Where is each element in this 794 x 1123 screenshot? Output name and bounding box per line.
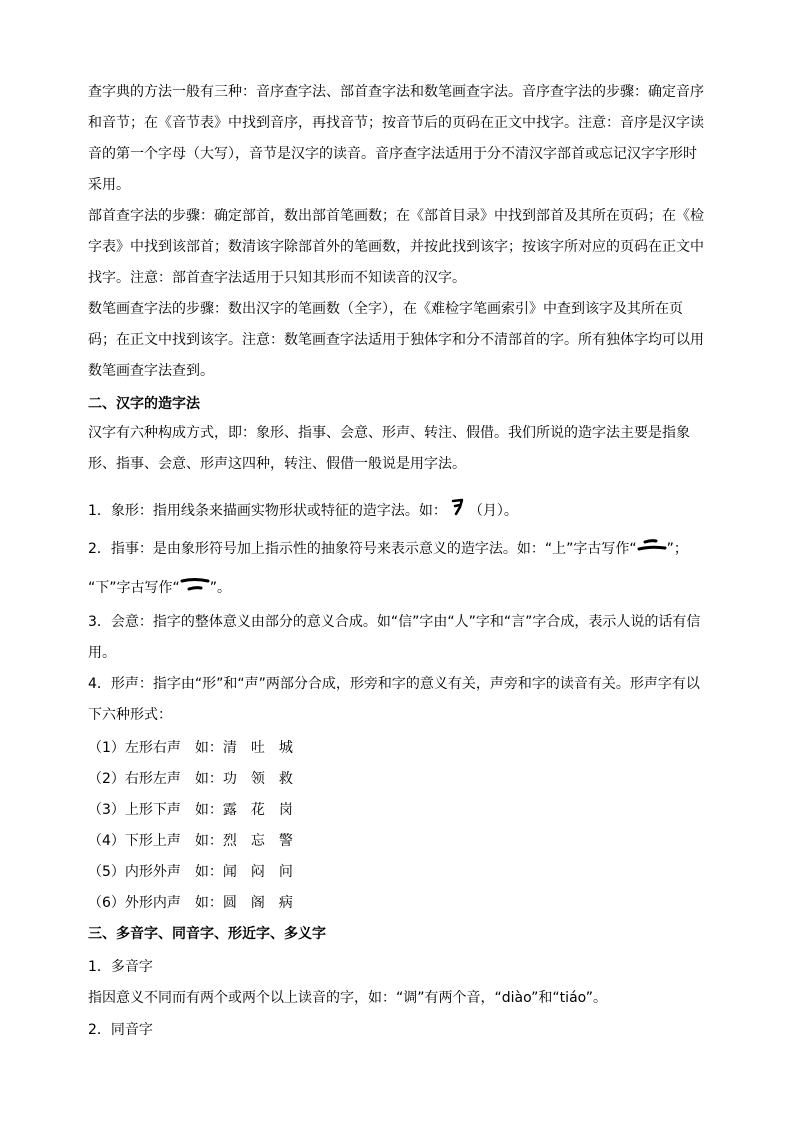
ancient-shang-glyph-icon: [637, 537, 667, 561]
paragraph-six-formations: 汉字有六种构成方式，即：象形、指事、会意、形声、转注、假借。我们所说的造字法主要是指象形、指事、会意、形声这四种，转注、假借一般说是用字法。: [88, 425, 690, 472]
item-indicative-xia: [88, 576, 710, 600]
section-heading-character-formation: 二、汉字的造字法: [88, 396, 200, 412]
item-indicative-close: ”；: [666, 541, 688, 557]
item-pictograph-gloss: （月）。: [468, 503, 518, 519]
subheading-homophone: 2．同音字: [88, 1022, 153, 1038]
item-indicative-xia-close: ”。: [209, 580, 232, 596]
form-item-right-left: （2）右形左声 如：功 领 救: [88, 771, 293, 787]
ancient-moon-glyph-icon: [447, 497, 469, 525]
item-indicative-text: 2．指事：是由象形符号加上指示性的抽象符号来表示意义的造字法。如：“上”字古写作“: [88, 541, 637, 557]
paragraph-stroke-method: 数笔画查字法的步骤：数出汉字的笔画数（全字），在《难检字笔画索引》中查到该字及其所在页码；在正文中找到该字。注意：数笔画查字法适用于独体字和分不清部首的字。所有独体字均可以用数笔画查字法查到。: [88, 301, 704, 379]
item-indicative-xia-text: “下”字古写作“: [88, 580, 180, 596]
ancient-xia-glyph-icon: [180, 576, 210, 600]
paragraph-radical-method: 部首查字法的步骤：确定部首，数出部首笔画数；在《部首目录》中找到部首及其所在页码；在《检字表》中找到该部首；数清该字除部首外的笔画数，并按此找到该字；按该字所对应的页码在正文中找字。注意：部首查字法适用于只知其形而不知读音的汉字。: [88, 208, 704, 286]
item-indicative: [88, 537, 710, 561]
form-item-top-bottom: （3）上形下声 如：露 花 岗: [88, 802, 293, 818]
item-pictograph: [88, 497, 710, 525]
subheading-polyphone: 1．多音字: [88, 959, 153, 975]
item-pictograph-text: 1．象形：指用线条来描画实物形状或特征的造字法。如：: [88, 503, 447, 519]
paragraph-polyphone: 指因意义不同而有两个或两个以上读音的字，如：“调”有两个音，“diào”和“tiáo”。: [88, 990, 607, 1006]
form-item-left-right: （1）左形右声 如：清 吐 城: [88, 740, 293, 756]
paragraph-phono-semantic: 4．形声：指字由“形”和“声”两部分合成，形旁和字的意义有关，声旁和字的读音有关。形声字有以下六种形式：: [88, 676, 700, 723]
form-item-bottom-top: （4）下形上声 如：烈 忘 警: [88, 833, 293, 849]
form-item-outer-inner: （6）外形内声 如：圆 阁 病: [88, 895, 293, 911]
form-item-inner-outer: （5）内形外声 如：闻 闷 问: [88, 864, 293, 880]
paragraph-dictionary-methods: 查字典的方法一般有三种：音序查字法、部首查字法和数笔画查字法。音序查字法的步骤：确定音序和音节；在《音节表》中找到音序，再找音节；按音节后的页码在正文中找字。注意：音序是汉字读音的第一个字母（大写），音节是汉字的读音。音序查字法适用于分不清汉字部首或忘记汉字字形时采用。: [88, 84, 704, 193]
paragraph-ideograph: 3．会意：指字的整体意义由部分的意义合成。如“信”字由“人”字和“言”字合成，表示人说的话有信用。: [88, 614, 701, 661]
section-heading-polyphones: 三、多音字、同音字、形近字、多义字: [88, 926, 326, 942]
